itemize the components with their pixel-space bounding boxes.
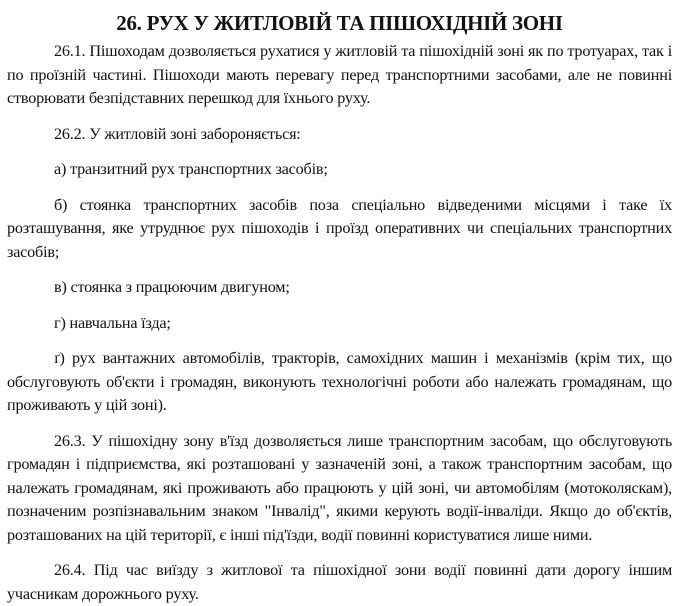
list-item-v: в) стоянка з працюючим двигуном; bbox=[54, 278, 290, 296]
paragraph-26-2: 26.2. У житловій зоні забороняється: bbox=[54, 124, 301, 143]
paragraph-26-1: 26.1. Пішоходам дозволяється рухатися у житловій та пішохідній зоні як по тротуарах, так і по проїзній частині. Пішоходи мають перевагу перед транспортними засобами, але не повинні створювати безпідставних перешкод для їхнього руху. bbox=[7, 42, 672, 107]
list-item-b: б) стоянка транспортних засобів поза спеціально відведеними місцями і таке їх розташування, яке утруднює рух пішоходів і проїзд оперативних чи спеціальних транспортних засобів; bbox=[7, 195, 672, 261]
section-title: 26. РУХ У ЖИТЛОВІЙ ТА ПІШОХІДНІЙ ЗОНІ bbox=[116, 11, 563, 35]
list-item-a: а) транзитний рух транспортних засобів; bbox=[54, 160, 328, 178]
list-item-h: г) навчальна їзда; bbox=[54, 313, 171, 332]
list-item-g: ґ) рух вантажних автомобілів, тракторів, самохідних машин і механізмів (крім тих, що обслуговують об'єкти і громадян, виконують технологічні роботи або належать громадянам, що проживають у цій зоні). bbox=[7, 349, 672, 414]
paragraph-26-4: 26.4. Під час виїзду з житлової та пішохідної зони водії повинні дати дорогу іншим учасникам дорожнього руху. bbox=[7, 561, 672, 603]
paragraph-26-3: 26.3. У пішохідну зону в'їзд дозволяється лише транспортним засобам, що обслуговують громадян і підприємства, які розташовані у зазначеній зоні, а також транспортним засобам, що належать громадянам, які проживають або працюють у цій зоні, чи автомобілям (мотоколяскам), позначеним розпізнавальним знаком "Інвалід", якими керують водії-інваліди. Якщо до об'єктів, розташованих на цій території, є інші під'їзди, водії повинні користуватися лише ними. bbox=[7, 431, 672, 544]
